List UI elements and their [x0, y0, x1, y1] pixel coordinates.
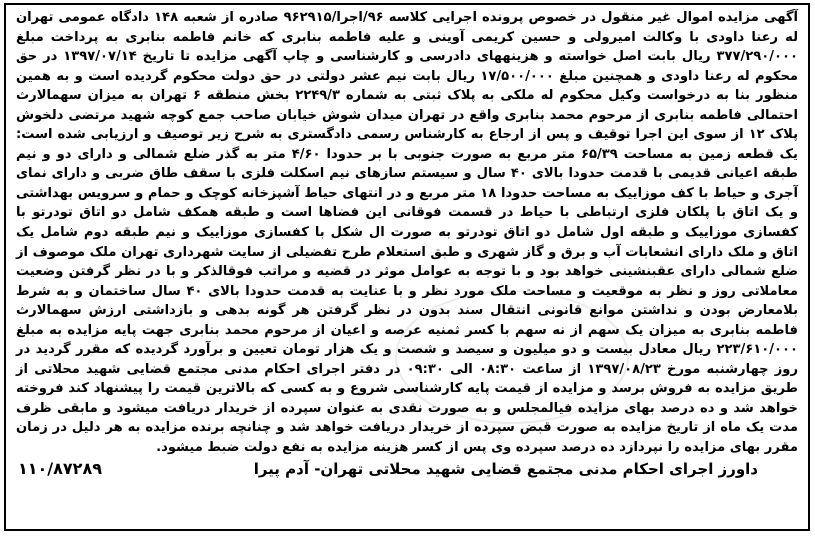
notice-footer	[16, 458, 798, 480]
auction-notice	[4, 3, 810, 531]
notice-body: آگهی مزایده اموال غیر منقول در خصوص پرونده اجرایی کلاسه ۹۶/اجرا/۹۶۲۹۱۵ صادره از شعبه ۱۴۸ دادگاه عمومی تهران له رعنا داودی با وکالت امیرولی و حسین کریمی آوینی و علیه فاطمه بنابری که خانم فاطمه بنابری به پرداخت مبلغ ۳۷۷/۲۹۰/۰۰۰ ریال بابت اصل خواسته و هزینههای دادرسی و کارشناسی و چاپ آگهی مزایده تا تاریخ ۱۳۹۷/۰۷/۱۴ در حق محکوم له رعنا داودی و همچنین مبلغ ۱۷/۵۰۰/۰۰۰ ریال بابت نیم عشر دولتی در حق دولت محکوم گردیده است و به همین منظور بنا به درخواست وکیل محکوم له ملکی به پلاک ثبتی به شماره ۲۲۴۹/۳ بخش منطقه ۶ تهران به میزان سهمالارث احتمالی فاطمه بنابری از مرحوم محمد بنابری واقع در تهران میدان شوش خیابان صاحب جمع کوچه شهید مرتضی دلخوش پلاک ۱۲ از سوی این اجرا توقیف و پس از ارجاع به کارشناس رسمی دادگستری به شرح زیر توصیف و ارزیابی شده است: یک قطعه زمین به مساحت ۶۵/۳۹ متر مربع به صورت جنوبی با بر حدودا ۴/۶۰ متر به گذر ضلع شمالی و دارای دو و نیم طبقه اعیانی قدیمی با قدمت حدودا بالای ۴۰ سال و سیستم سازهای نیم اسکلت فلزی با سقف طاق ضربی و دارای نمای آجری و حیاط با کف موزاییک به مساحت حدودا ۱۸ متر مربع و در انتهای حیاط آشپزخانه کوچک و حمام و سرویس بهداشتی و یک اتاق با پلکان فلزی ارتباطی با حیاط در قسمت فوقانی این فضاها است و طبقه همکف شامل دو اتاق تودرتو با کفسازی موزاییک و طبقه اول شامل دو اتاق تودرتو به صورت ال شکل با کفسازی موزاییک و نیم طبقه دوم شامل یک اتاق و ملک دارای انشعابات آب و برق و گاز شهری و طبق استعلام طرح تفضیلی از سایت شهرداری تهران ملک موصوف از ضلع شمالی دارای عقبنشینی خواهد بود و با توجه به عوامل موثر در قضیه و مراتب فوقالذکر و با در نظر گرفتن وضعیت معاملاتی روز و نظر به موقعیت و مساحت ملک مورد نظر و با عنایت به قدمت حدودا بالای ۴۰ سال ساختمان و به شرط بلامعارض بودن و نداشتن موانع قانونی انتقال سند بدون در نظر گرفتن هر گونه بدهی و بازداشتی ارزش سهمالارث فاطمه بنابری به میزان یک سهم از نه سهم با کسر ثمنیه عرصه و اعیان از مرحوم محمد بنابری جهت پایه مزایده به مبلغ ۲۲۳/۶۱۰/۰۰۰ ریال معادل بیست و دو میلیون و سیصد و شصت و یک هزار تومان تعیین و برآورد گردیده که مقرر گردید در روز چهارشنبه مورخ ۱۳۹۷/۰۸/۲۳ از ساعت ۰۸:۳۰ الی ۰۹:۳۰ در دفتر اجرای احکام مدنی مجتمع قضایی شهید محلاتی از طریق مزایده به فروش برسد و مزایده از قیمت پایه کارشناسی شروع و به کسی که بالاترین قیمت را پیشنهاد کند فروخته خواهد شد و ده درصد بهای مزایده فیالمجلس و به صورت نقدی به عنوان سپرده از خریدار دریافت میشود و مابقی ظرف مدت یک ماه از تاریخ مزایده به صورت قبض سپرده از خریدار دریافت خواهد شد و چنانچه برنده مزایده به هر دلیل در زمان مقرر بهای مزایده را نپردازد ده درصد سپرده وی پس از کسر هزینه مزایده به نفع دولت ضبط میشود.	[16, 10, 799, 456]
notice-code: ۱۱۰/۸۷۲۸۹	[18, 459, 102, 479]
notice-issuer: داورز اجرای احکام مدنی مجتمع قضایی شهید محلاتی تهران- آدم پیرا	[253, 459, 758, 478]
